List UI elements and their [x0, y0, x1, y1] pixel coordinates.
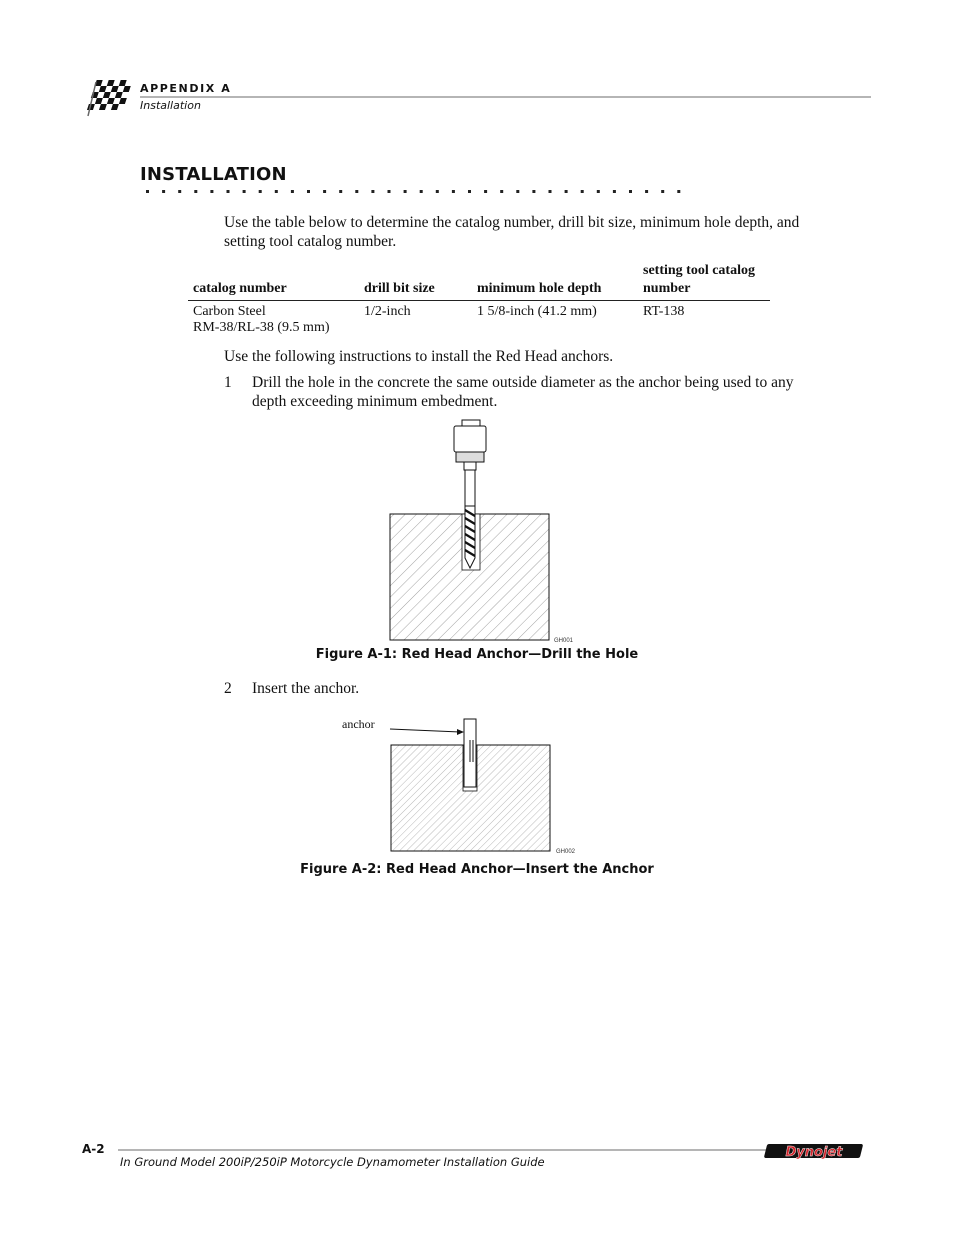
column-header: [638, 262, 770, 301]
drill-chuck: [454, 420, 486, 470]
intro-paragraph: Use the table below to determine the catalog number, drill bit size, minimum hole depth, and setting tool catalog number.: [224, 214, 800, 250]
step-text: Drill the hole in the concrete the same outside diameter as the anchor being used to any depth exceeding minimum embedment.: [252, 374, 794, 410]
column-header: drill bit size: [359, 262, 472, 301]
dot: [404, 190, 407, 193]
footer-rule: [118, 1149, 766, 1151]
dot: [371, 190, 374, 193]
dot: [146, 190, 149, 193]
table-row: [188, 301, 770, 337]
figure-insert-anchor: [340, 712, 576, 858]
header-rule: [140, 96, 871, 98]
dot: [468, 190, 471, 193]
table-header-row: [188, 262, 770, 301]
appendix-label: APPENDIX A: [140, 82, 232, 95]
column-header: minimum hole depth: [472, 262, 638, 301]
dot: [210, 190, 213, 193]
section-title: INSTALLATION: [140, 164, 287, 185]
table-cell: RT-138: [643, 304, 685, 319]
instructions-intro: Use the following instructions to install the Red Head anchors.: [224, 348, 614, 365]
dot: [581, 190, 584, 193]
dynojet-logo: [762, 1141, 866, 1161]
dot: [645, 190, 648, 193]
dot: [275, 190, 278, 193]
dot: [243, 190, 246, 193]
cell-line: RM-38/RL-38 (9.5 mm): [193, 320, 330, 335]
dot: [178, 190, 181, 193]
dot: [227, 190, 230, 193]
drill-bit: [465, 470, 475, 568]
dot: [597, 190, 600, 193]
step-number: 2: [224, 680, 232, 697]
dotted-rule: [146, 190, 686, 194]
dot: [388, 190, 391, 193]
cell-line: Carbon Steel: [193, 304, 266, 319]
dot: [436, 190, 439, 193]
dot: [516, 190, 519, 193]
column-header: catalog number: [188, 262, 359, 301]
dot: [420, 190, 423, 193]
column-header-text: setting tool catalog number: [643, 263, 755, 296]
table-cell: 1 5/8-inch (41.2 mm): [477, 304, 597, 319]
dot: [355, 190, 358, 193]
dot: [629, 190, 632, 193]
figure-drill-hole: [388, 418, 578, 646]
checkered-flag-icon: [82, 76, 132, 118]
dot: [194, 190, 197, 193]
dot: [549, 190, 552, 193]
figure-caption: Figure A-1: Red Head Anchor—Drill the Hole: [315, 647, 639, 662]
dot: [452, 190, 455, 193]
callout-label: anchor: [342, 717, 375, 731]
figure-code: GH002: [556, 849, 576, 855]
anchor-spec-table: [188, 262, 770, 336]
anchor-body: [464, 719, 476, 787]
dot: [661, 190, 664, 193]
dot: [613, 190, 616, 193]
dot: [307, 190, 310, 193]
figure-caption: Figure A-2: Red Head Anchor—Insert the Anchor: [300, 862, 654, 877]
step-number: 1: [224, 374, 232, 391]
dot: [259, 190, 262, 193]
svg-text:Dynojet: Dynojet: [785, 1145, 843, 1160]
table-cell: [188, 301, 359, 337]
dot: [162, 190, 165, 193]
dot: [291, 190, 294, 193]
page-number: A-2: [82, 1142, 105, 1156]
dot: [565, 190, 568, 193]
dot: [677, 190, 680, 193]
step-text: Insert the anchor.: [252, 680, 360, 697]
figure-code: GH001: [554, 638, 574, 644]
guide-title: In Ground Model 200iP/250iP Motorcycle Dynamometer Installation Guide: [120, 1155, 545, 1169]
table-cell: 1/2-inch: [364, 304, 411, 319]
dot: [339, 190, 342, 193]
callout-arrow: [390, 729, 460, 732]
dot: [323, 190, 326, 193]
dot: [484, 190, 487, 193]
subsection-label: Installation: [140, 99, 201, 112]
dot: [500, 190, 503, 193]
dot: [532, 190, 535, 193]
